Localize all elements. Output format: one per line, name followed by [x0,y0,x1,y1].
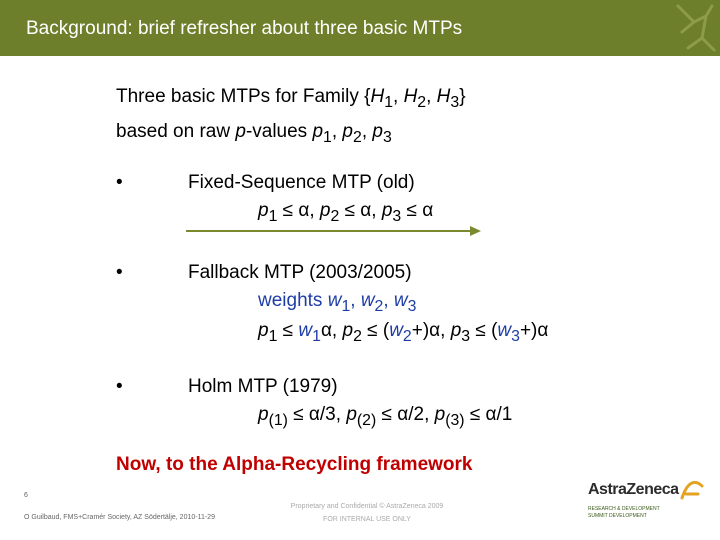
astrazeneca-symbol-icon [672,2,718,54]
page-number: 6 [24,492,28,499]
bullet-marker: • [116,376,123,397]
logo-subtitle-1: RESEARCH & DEVELOPMENT [588,506,660,512]
holm-title: Holm MTP (1979) [188,376,338,397]
fallback-formula: $p_1 \le w_1\alpha$, $p_2 \le (w_2+)\alpha$, $p_3 \le (w_3+)\alpha$ [258,320,549,345]
bullet-marker: • [116,172,123,193]
sequence-arrow-icon [184,224,482,238]
alpha-recycling-heading: Now, to the Alpha-Recycling framework [116,454,473,475]
title-bar [0,0,720,56]
logo-wordmark: AstraZeneca [588,481,679,498]
holm-formula: $p_{(1)} \le \alpha/3$, $p_{(2)} \le \alpha/2$, $p_{(3)} \le \alpha/1$ [258,404,513,429]
astrazeneca-logo-icon [678,476,706,502]
logo-subtitle-2: SUMMIT DEVELOPMENT [588,513,647,519]
footer-author: O Guilbaud, FMS+Cramér Society, AZ Södertälje, 2010-11-29 [24,514,215,521]
fallback-weights: weights $w_1$, $w_2$, $w_3$ [258,290,417,315]
astrazeneca-logo [588,476,708,532]
fallback-title: Fallback MTP (2003/2005) [188,262,412,283]
fixed-sequence-title: Fixed-Sequence MTP (old) [188,172,415,193]
footer-confidential: Proprietary and Confidential © AstraZeneca 2009 [290,503,444,510]
fixed-sequence-formula: $p_1 \le \alpha$, $p_2 \le \alpha$, $p_3 \le \alpha$ [258,200,434,225]
footer-internal: FOR INTERNAL USE ONLY [323,516,411,523]
intro-line-1: Three basic MTPs for Family {$H_1$, $H_2$, $H_3$} [116,86,466,111]
intro-text [116,82,466,152]
intro-line-2: based on raw p-values $p_1$, $p_2$, $p_3$ [116,120,392,146]
bullet-marker: • [116,262,123,283]
slide-title: Background: brief refresher about three basic MTPs [26,18,463,39]
